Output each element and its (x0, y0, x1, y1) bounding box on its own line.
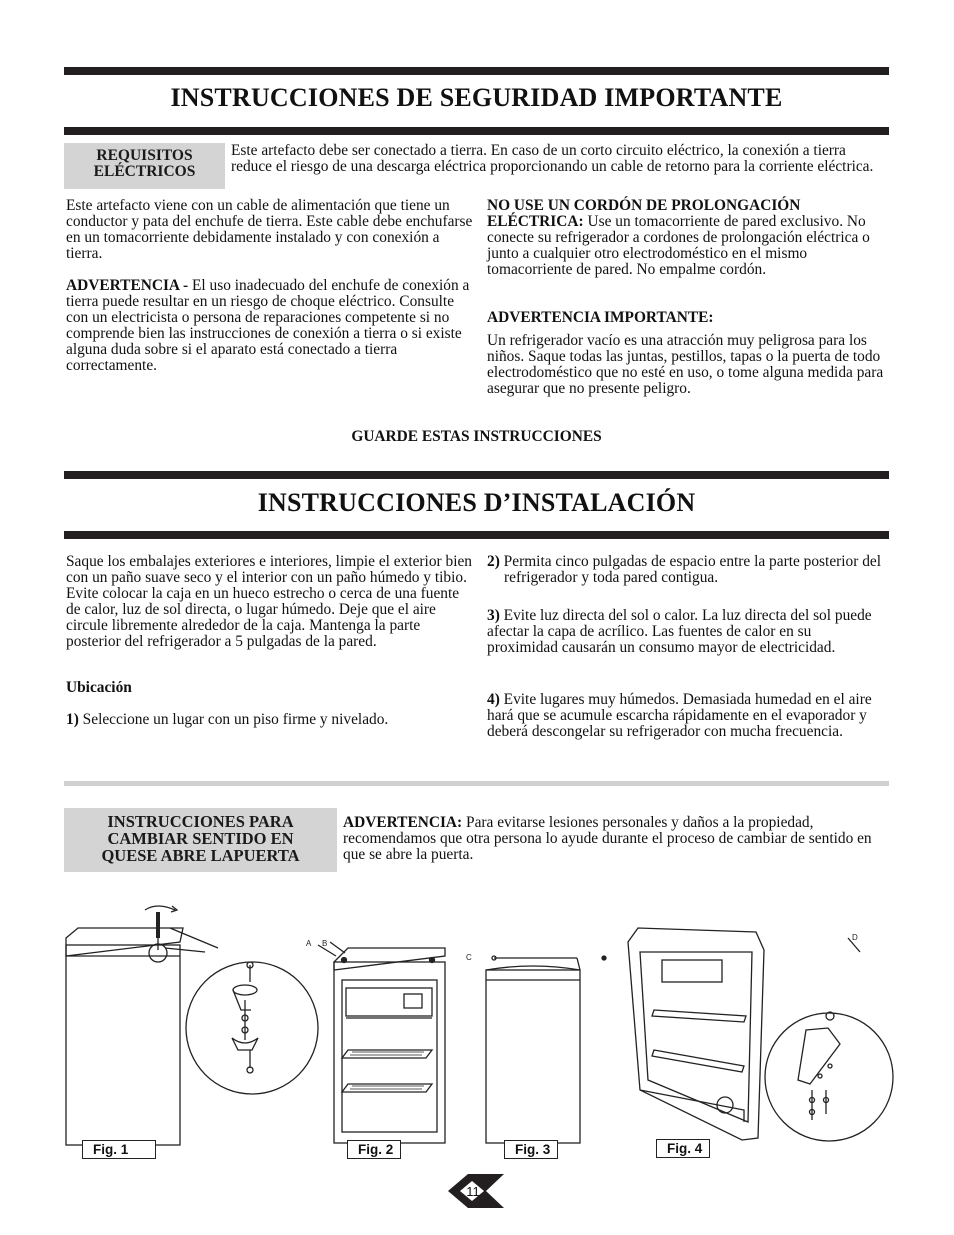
box-label-line1: REQUISITOS (96, 147, 193, 164)
safety-left-warning (66, 278, 474, 374)
safety-title-rule (64, 127, 889, 135)
electrical-requirements-box (64, 143, 225, 189)
fig4-label: Fig. 4 (656, 1139, 710, 1158)
item2-text: Permita cinco pulgadas de espacio entre la parte posterior del refrigerador y toda pared contigua. (499, 553, 882, 586)
save-instructions: GUARDE ESTAS INSTRUCCIONES (351, 428, 602, 445)
install-item1 (66, 712, 474, 728)
left-warning-label: ADVERTENCIA - (66, 277, 189, 294)
location-heading: Ubicación (66, 679, 132, 696)
install-item3 (487, 608, 885, 656)
item3-num: 3) (487, 607, 500, 624)
fig1-label: Fig. 1 (82, 1140, 156, 1159)
install-item2 (487, 554, 884, 586)
door-box-line3: QUESE ABRE LAPUERTA (101, 846, 300, 865)
label-c: C (466, 953, 472, 962)
install-item4 (487, 692, 885, 740)
safety-right-p1 (487, 198, 885, 278)
safety-intro: Este artefacto debe ser conectado a tierra. En caso de un corto circuito eléctrico, la conexión a tierra reduce el riesgo de una descarga eléctrica proporcionando un cable de retorno para la corriente eléctrica. (231, 142, 874, 175)
item2-num: 2) (487, 553, 500, 570)
door-box-line2: CAMBIAR SENTIDO EN (107, 829, 294, 848)
install-title: INSTRUCCIONES D’INSTALACIÓN (257, 488, 696, 517)
door-warning-label: ADVERTENCIA: (343, 814, 463, 831)
door-warning-text: Para evitarse lesiones personales y daños a la propiedad, recomendamos que otra persona lo ayude durante el proceso de cambiar de sentido en que se abre la puerta. (343, 814, 872, 863)
fig4-drawing (628, 928, 893, 1141)
fig2-label: Fig. 2 (347, 1140, 401, 1159)
page-number: 11 (466, 1184, 480, 1199)
safety-right-p2: Un refrigerador vacío es una atracción muy peligrosa para los niños. Saque todas las juntas, pestillos, tapas o la puerta de todo electrodoméstico que no esté en uso, o tome alguna medida para asegurar que no presente peligro. (487, 332, 884, 397)
item3-text: Evite luz directa del sol o calor. La luz directa del sol puede afectar la capa de acrílico. Las fuentes de calor en su proximidad causarán un consumo mayor de electricidad. (487, 607, 872, 656)
door-section-rule (64, 781, 889, 786)
door-reversal-box (64, 808, 337, 872)
item4-num: 4) (487, 691, 500, 708)
door-box-line1: INSTRUCCIONES PARA (107, 812, 294, 831)
item1-text: Seleccione un lugar con un piso firme y nivelado. (78, 711, 389, 728)
box-label-line2: ELÉCTRICOS (93, 163, 196, 180)
item4-text: Evite lugares muy húmedos. Demasiada humedad en el aire hará que se acumule escarcha rápidamente en el evaporador y deberá descongelar su refrigerador con mucha frecuencia. (487, 691, 872, 740)
safety-title: INSTRUCCIONES DE SEGURIDAD IMPORTANTE (170, 83, 783, 112)
top-rule (64, 67, 889, 75)
fig3-drawing (486, 956, 606, 1143)
safety-left-p1: Este artefacto viene con un cable de alimentación que tiene un conductor y pata del enchufe de tierra. Este cable debe enchufarse en un tomacorriente debidamente instalado y con conexión a tierra. (66, 197, 473, 262)
right-heading: ADVERTENCIA IMPORTANTE: (487, 309, 714, 326)
page-number-badge (446, 1172, 508, 1210)
door-warning (343, 815, 888, 863)
install-left-p1: Saque los embalajes exteriores e interiores, limpie el exterior bien con un paño suave seco y el interior con un paño húmedo y tibio. Evite colocar la caja en un hueco estrecho o cerca de una fuente de calor, luz de sol directa, o lugar húmedo. Deje que el aire circule libremente alrededor de la caja. Mantenga la parte posterior del refrigerador a 5 pulgadas de la pared. (66, 553, 472, 650)
fig3-label: Fig. 3 (504, 1140, 558, 1159)
left-warning-text: El uso inadecuado del enchufe de conexión a tierra puede resultar en un riesgo de choque eléctrico. Consulte con un electricista o persona de reparaciones competente si no comprende bien las instrucciones de conexión a tierra o si existe alguna duda sobre si el aparato está conectado a tierra correctamente. (66, 277, 470, 374)
install-rule-top (64, 471, 889, 479)
label-d: D (852, 933, 858, 942)
install-rule-bottom (64, 531, 889, 539)
label-a: A (306, 939, 312, 948)
fig2-drawing (318, 942, 445, 1143)
door-figures-illustration (0, 890, 954, 1170)
item1-num: 1) (66, 711, 79, 728)
label-b: B (322, 939, 328, 948)
fig1-drawing (66, 906, 318, 1145)
right-p1-text: Use un tomacorriente de pared exclusivo. No conecte su refrigerador a cordones de prolongación eléctrica o junto a cualquier otro electrodoméstico en el mismo tomacorriente de pared. No empalme cordón. (487, 213, 870, 278)
right-p1-label: NO USE UN CORDÓN DE PROLONGACIÓN ELÉCTRICA: (487, 197, 801, 230)
